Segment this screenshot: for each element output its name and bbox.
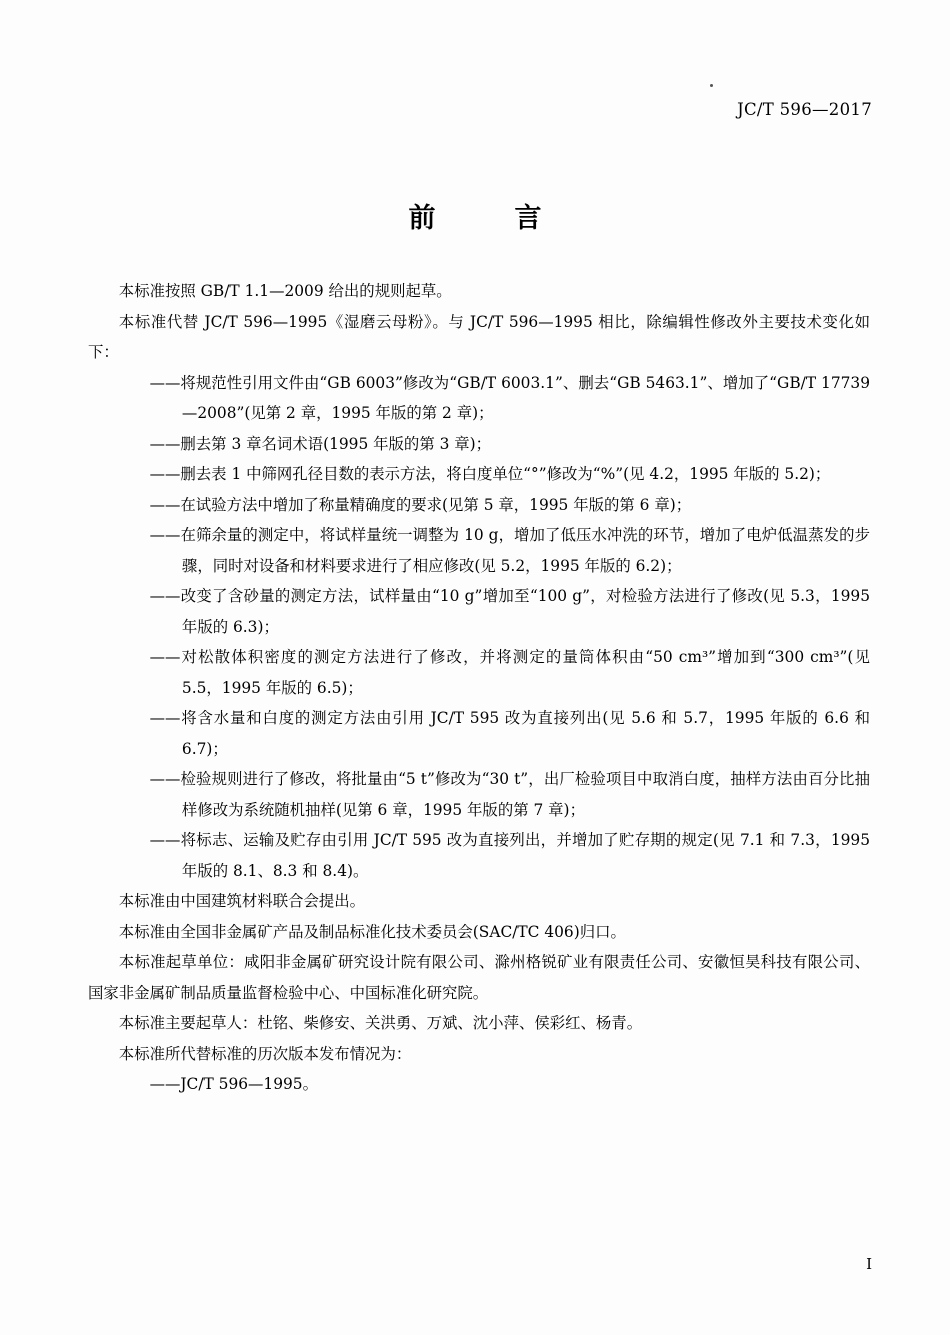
footer-page-number: I: [866, 1255, 872, 1273]
paragraph-main-drafters: 本标准主要起草人：杜铭、柴修安、关洪勇、万斌、沈小萍、侯彩红、杨青。: [118, 1014, 643, 1032]
change-item: ——将含水量和白度的测定方法由引用 JC/T 595 改为直接列出(见 5.6 和 5.7，1995 年版的 6.6 和 6.7)；: [149, 709, 870, 758]
change-item: ——删去第 3 章名词术语(1995 年版的第 3 章)；: [149, 434, 492, 453]
document-body: [88, 276, 870, 1100]
change-item: ——改变了含砂量的测定方法，试样量由“10 g”增加至“100 g”，对检验方法进行了修改(见 5.3，1995 年版的 6.3)；: [149, 587, 870, 636]
change-item: ——检验规则进行了修改，将批量由“5 t”修改为“30 t”，出厂检验项目中取消白度，抽样方法由百分比抽样修改为系统随机抽样(见第 6 章，1995 年版的第 7 章)；: [149, 770, 870, 819]
paragraph-scope-rule: 本标准按照 GB/T 1.1—2009 给出的规则起草。: [118, 282, 452, 300]
paragraph-previous-versions-intro: 本标准所代替标准的历次版本发布情况为：: [118, 1044, 412, 1063]
change-item: ——在试验方法中增加了称量精确度的要求(见第 5 章，1995 年版的第 6 章)；: [149, 495, 692, 514]
stray-dot-mark: [710, 84, 713, 87]
paragraph-technical-committee: 本标准由全国非金属矿产品及制品标准化技术委员会(SAC/TC 406)归口。: [118, 922, 626, 941]
previous-version-item: ——JC/T 596—1995。: [149, 1075, 318, 1093]
change-item: ——删去表 1 中筛网孔径目数的表示方法，将白度单位“°”修改为“%”(见 4.2，1995 年版的 5.2)；: [149, 465, 831, 483]
change-item: ——将规范性引用文件由“GB 6003”修改为“GB/T 6003.1”、删去“GB 5463.1”、增加了“GB/T 17739—2008”(见第 2 章，1995 年版的第 2 章)；: [149, 373, 870, 422]
paragraph-replacement: 本标准代替 JC/T 596—1995《湿磨云母粉》。与 JC/T 596—1995 相比，除编辑性修改外主要技术变化如下：: [88, 312, 870, 361]
page-title: 前 言: [408, 203, 568, 234]
change-item: ——对松散体积密度的测定方法进行了修改，并将测定的量筒体积由“50 cm³”增加到“300 cm³”(见 5.5，1995 年版的 6.5)；: [149, 648, 870, 697]
paragraph-proposed-by: 本标准由中国建筑材料联合会提出。: [118, 892, 366, 910]
change-item: ——在筛余量的测定中，将试样量统一调整为 10 g，增加了低压水冲洗的环节，增加了电炉低温蒸发的步骤，同时对设备和材料要求进行了相应修改(见 5.2，1995 年版的 6.2)；: [149, 526, 870, 575]
paragraph-drafting-organizations: 本标准起草单位：咸阳非金属矿研究设计院有限公司、滁州格锐矿业有限责任公司、安徽恒昊科技有限公司、国家非金属矿制品质量监督检验中心、中国标准化研究院。: [88, 953, 870, 1002]
change-item: ——将标志、运输及贮存由引用 JC/T 595 改为直接列出，并增加了贮存期的规定(见 7.1 和 7.3，1995 年版的 8.1、8.3 和 8.4)。: [149, 831, 870, 880]
header-standard-code: JC/T 596—2017: [737, 100, 872, 119]
